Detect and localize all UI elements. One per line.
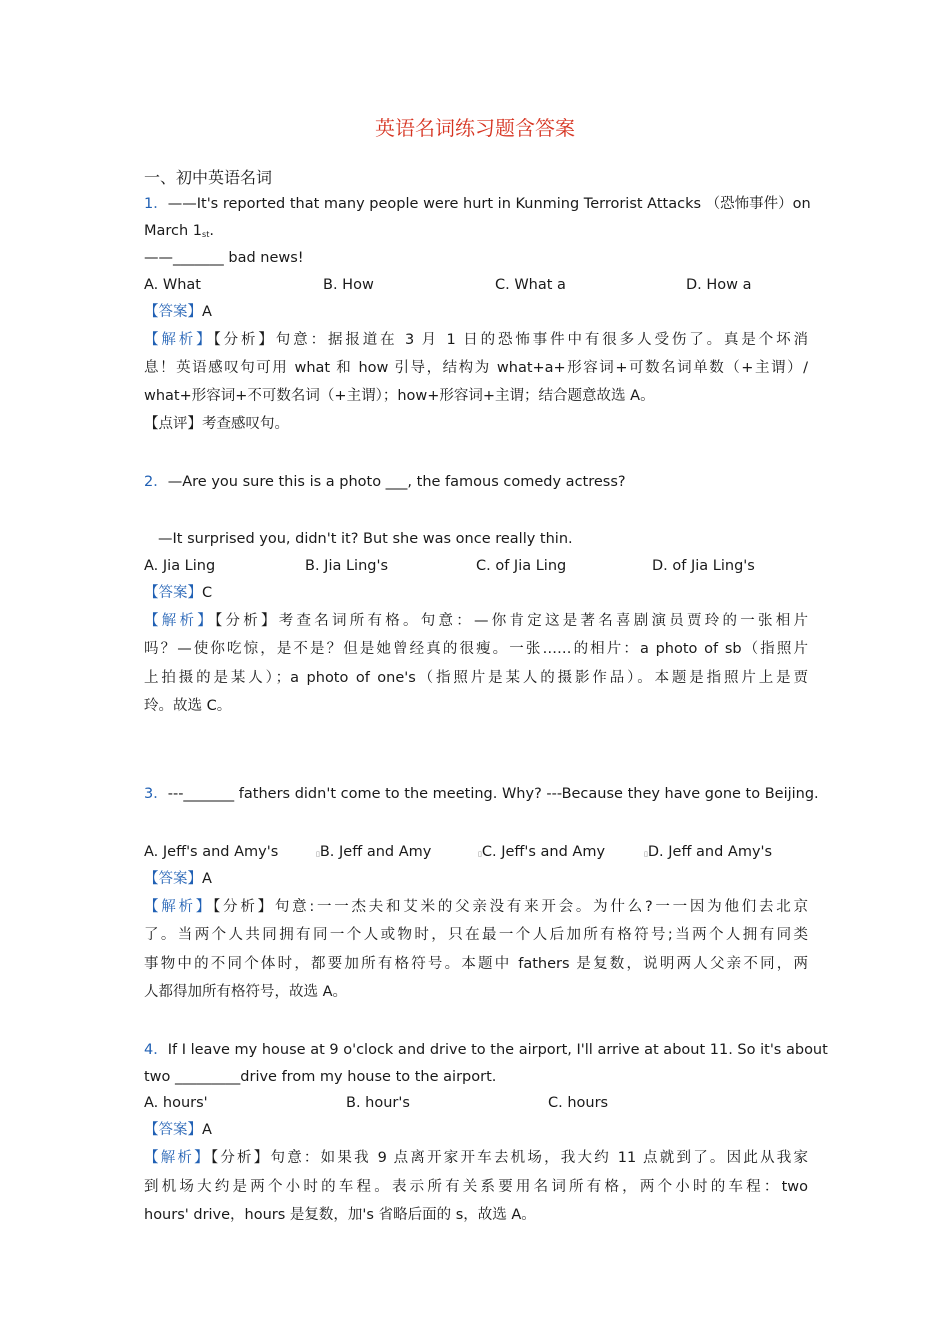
q2-option-b: B. Jia Ling's [305, 558, 389, 574]
q1-analysis-line2: 息！英语感叹句可用 what 和 how 引导，结构为 what+a+形容词+可数名词单数（+主谓）/ [144, 360, 808, 376]
q2-stem-line1 [144, 472, 808, 492]
q4-answer-value: A [202, 1122, 212, 1138]
q3-answer-tag: 【答案】 [144, 871, 202, 887]
q4-analysis-line2: 到机场大约是两个小时的车程。表示所有关系要用名词所有格，两个小时的车程：two [144, 1179, 808, 1195]
q4-option-b: B. hour's [346, 1095, 410, 1111]
q2-analysis-line1 [144, 611, 808, 631]
q1-analysis-line3: what+形容词+不可数名词（+主谓）；how+形容词+主谓；结合题意故选 A。 [144, 388, 655, 404]
q3-option-c-marker: ▯ [478, 850, 482, 858]
q1-comment-text: 考查感叹句。 [202, 416, 289, 432]
q3-analysis-line3: 事物中的不同个体时，都要加所有格符号。本题中 fathers 是复数，说明两人父亲不同，两 [144, 956, 808, 972]
document-title: 英语名词练习题含答案 [375, 116, 575, 140]
q4-analysis-tag: 【解析】 [144, 1150, 211, 1166]
q1-comment [144, 414, 808, 434]
q4-answer [144, 1120, 808, 1140]
q1-stem-line1 [144, 194, 811, 214]
q3-analysis-text: 【分析】句意:一一杰夫和艾米的父亲没有来开会。为什么?一一因为他们去北京 [213, 899, 808, 915]
q4-analysis-line1 [144, 1148, 808, 1168]
q2-answer [144, 583, 808, 603]
q1-answer-value: A [202, 304, 212, 320]
section-heading: 一、初中英语名词 [144, 168, 273, 187]
q3-analysis-line4: 人都得加所有格符号，故选 A。 [144, 984, 348, 1000]
q3-option-c [478, 842, 605, 864]
q1-option-c: C. What a [495, 277, 566, 293]
q2-analysis-line2: 吗？—使你吃惊，是不是？但是她曾经真的很瘦。一张……的相片：a photo of sb（指照片 [144, 641, 808, 657]
q1-option-a: A. What [144, 277, 201, 293]
q4-stem-line2: two _________drive from my house to the airport. [144, 1069, 497, 1085]
q1-analysis-line1 [144, 330, 808, 350]
q3-analysis-tag: 【解析】 [144, 899, 214, 915]
q4-analysis-line3: hours' drive，hours 是复数，加's 省略后面的 s，故选 A。 [144, 1207, 536, 1223]
q3-option-b [316, 842, 431, 864]
q1-option-b: B. How [323, 277, 374, 293]
q3-option-d-text: D. Jeff and Amy's [647, 844, 773, 860]
q4-option-a: A. hours' [144, 1095, 208, 1111]
q2-stem-text: —Are you sure this is a photo ___, the famous comedy actress? [167, 474, 626, 490]
q4-option-c: C. hours [548, 1095, 609, 1111]
q1-comment-tag: 【点评】 [144, 416, 202, 432]
q3-analysis-line1 [144, 897, 808, 917]
q1-answer [144, 302, 808, 322]
q2-analysis-text: 【分析】考查名词所有格。句意：—你肯定这是著名喜剧演员贾玲的一张相片 [215, 613, 808, 629]
q4-number: 4． [144, 1042, 168, 1058]
q3-option-d-marker: ▯ [644, 850, 648, 858]
q1-option-d: D. How a [686, 277, 752, 293]
q1-stem-period: . [209, 223, 214, 239]
q3-option-b-text: B. Jeff and Amy [319, 844, 432, 860]
q2-answer-tag: 【答案】 [144, 585, 202, 601]
q1-stem-date: March 1 [144, 223, 203, 239]
q4-stem-text: If I leave my house at 9 o'clock and drive to the airport, I'll arrive at about 11. So it's about [167, 1042, 828, 1058]
q1-stem-line3: ——_______ bad news! [144, 250, 304, 266]
q4-stem-line1 [144, 1040, 828, 1060]
q3-option-d [644, 842, 772, 864]
q2-option-a: A. Jia Ling [144, 558, 216, 574]
q2-analysis-line4: 玲。故选 C。 [144, 698, 232, 714]
q2-option-c: C. of Jia Ling [476, 558, 567, 574]
q1-analysis-tag: 【解析】 [144, 332, 214, 348]
q2-analysis-line3: 上拍摄的是某人）；a photo of one's（指照片是某人的摄影作品）。本题是指照片上是贾 [144, 670, 808, 686]
q3-option-b-marker: ▯ [316, 850, 320, 858]
q1-analysis-text: 【分析】句意：据报道在 3 月 1 日的恐怖事件中有很多人受伤了。真是个坏消 [213, 332, 809, 348]
q4-analysis-text: 【分析】句意：如果我 9 点离开家开车去机场，我大约 11 点就到了。因此从我家 [210, 1150, 808, 1166]
q1-number: 1． [144, 196, 168, 212]
q3-analysis-line2: 了。当两个人共同拥有同一个人或物时，只在最一个人后加所有格符号;当两个人拥有同类 [144, 927, 808, 943]
q2-stem-line2: —It surprised you, didn't it? But she was once really thin. [158, 531, 573, 547]
q2-analysis-tag: 【解析】 [144, 613, 215, 629]
q1-stem-superscript: st [202, 230, 210, 239]
q2-number: 2． [144, 474, 168, 490]
q3-stem [144, 784, 819, 804]
q3-option-a: A. Jeff's and Amy's [144, 844, 279, 860]
q2-answer-value: C [202, 585, 213, 601]
q3-answer [144, 869, 808, 889]
q3-number: 3． [144, 786, 168, 802]
q4-answer-tag: 【答案】 [144, 1122, 202, 1138]
q1-answer-tag: 【答案】 [144, 304, 202, 320]
q3-answer-value: A [202, 871, 212, 887]
q1-stem-line2 [144, 221, 808, 243]
q2-option-d: D. of Jia Ling's [652, 558, 755, 574]
q1-stem-text: ——It's reported that many people were hurt in Kunming Terrorist Attacks （恐怖事件）on [167, 196, 811, 212]
q3-stem-text: ---_______ fathers didn't come to the meeting. Why? ---Because they have gone to Beijing. [167, 786, 819, 802]
q3-option-c-text: C. Jeff's and Amy [481, 844, 606, 860]
